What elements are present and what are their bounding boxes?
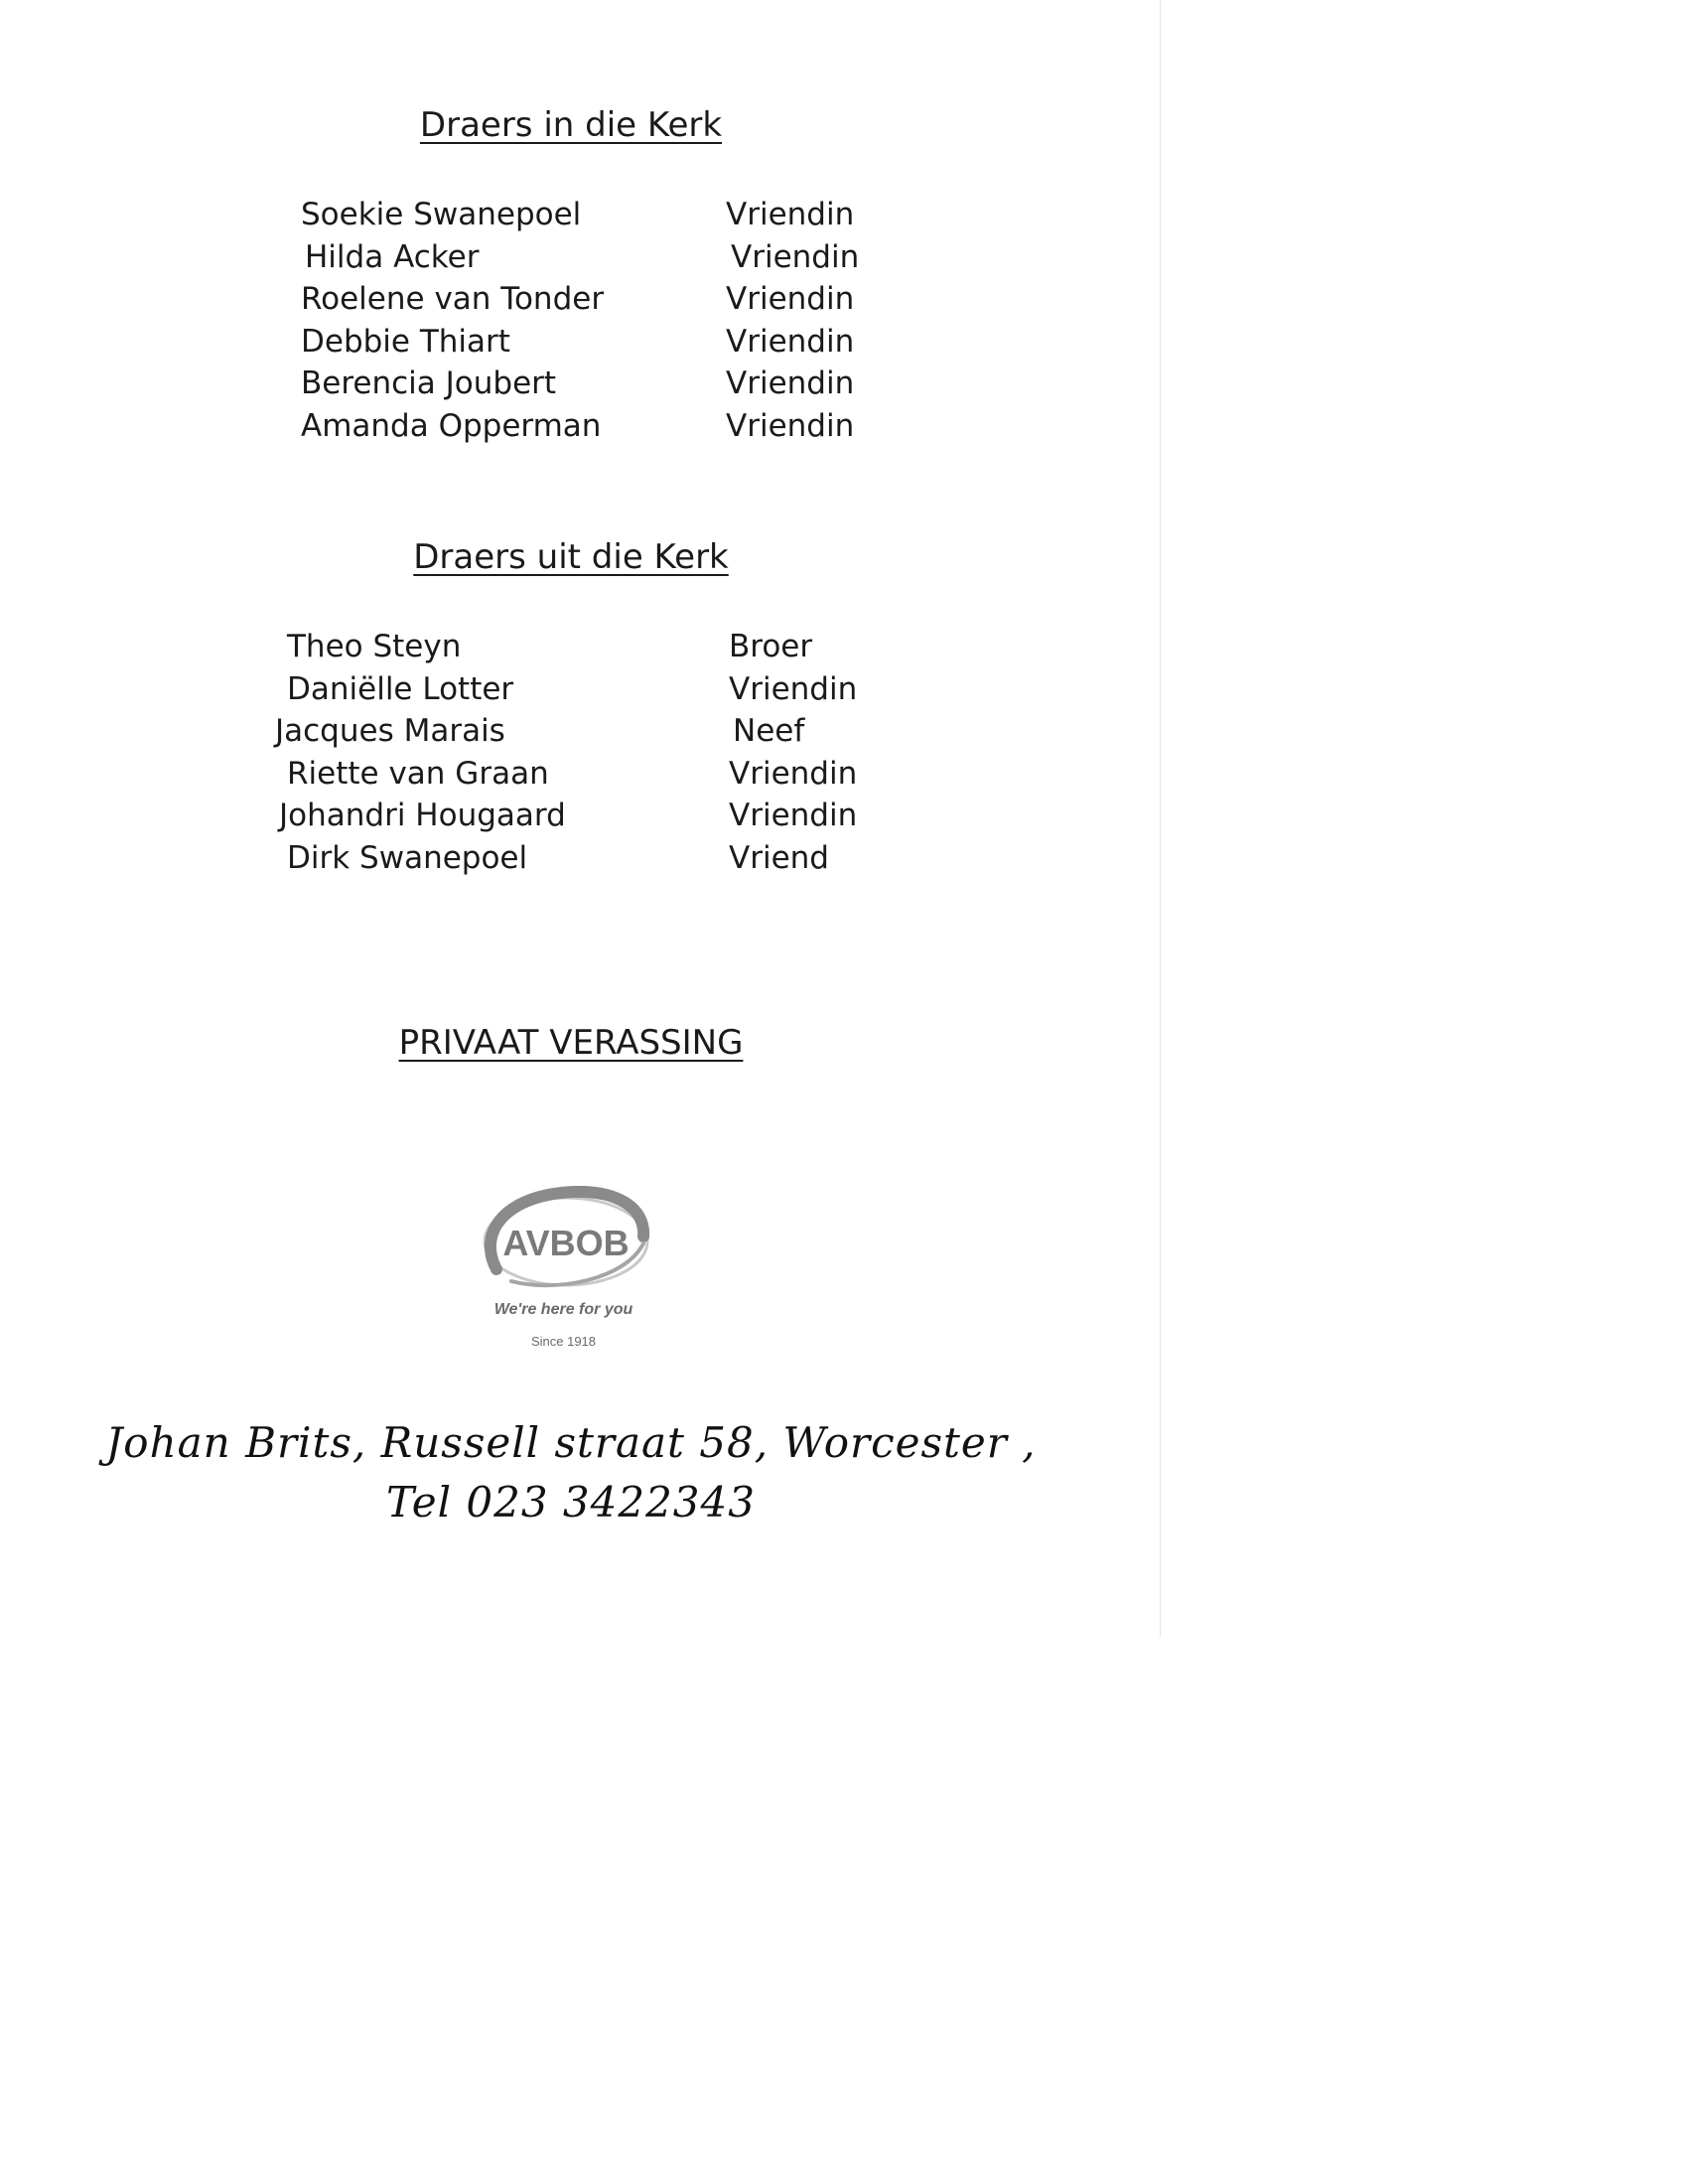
bearer-relation: Vriendin <box>726 197 855 232</box>
bearer-relation: Vriend <box>729 840 829 876</box>
bearer-name: Berencia Joubert <box>301 365 557 401</box>
bearer-relation: Vriendin <box>729 756 858 792</box>
bearer-relation: Vriendin <box>729 798 858 833</box>
bearer-name: Hilda Acker <box>305 239 480 275</box>
contact-telephone: Tel 023 3422343 <box>386 1478 756 1527</box>
bearer-name: Soekie Swanepoel <box>301 197 582 232</box>
bearer-relation: Vriendin <box>731 239 860 275</box>
bearer-relation: Vriendin <box>726 324 855 360</box>
bearer-name: Riette van Graan <box>287 756 549 792</box>
bearer-name: Jacques Marais <box>275 713 505 749</box>
bearer-name: Debbie Thiart <box>301 324 510 360</box>
bearer-name: Roelene van Tonder <box>301 281 605 317</box>
bearer-name: Theo Steyn <box>287 629 462 664</box>
logo-since: Since 1918 <box>530 1334 597 1349</box>
contact-address: Johan Brits, Russell straat 58, Worcester , <box>105 1418 1037 1467</box>
bearer-name: Amanda Opperman <box>301 408 602 444</box>
heading-privaat-verassing: PRIVAAT VERASSING <box>398 1023 744 1063</box>
heading-draers-in-die-kerk: Draers in die Kerk <box>419 105 723 145</box>
heading-draers-uit-die-kerk: Draers uit die Kerk <box>413 537 729 577</box>
bearer-relation: Neef <box>733 713 805 749</box>
logo-wordmark: AVBOB <box>502 1223 630 1263</box>
bearer-relation: Vriendin <box>729 671 858 707</box>
bearer-name: Johandri Hougaard <box>279 798 566 833</box>
logo-tagline: We're here for you <box>493 1301 633 1318</box>
bearer-relation: Vriendin <box>726 365 855 401</box>
bearer-name: Dirk Swanepoel <box>287 840 528 876</box>
bearer-relation: Vriendin <box>726 408 855 444</box>
bearer-relation: Broer <box>729 629 813 664</box>
bearer-relation: Vriendin <box>726 281 855 317</box>
bearer-name: Daniëlle Lotter <box>287 671 514 707</box>
